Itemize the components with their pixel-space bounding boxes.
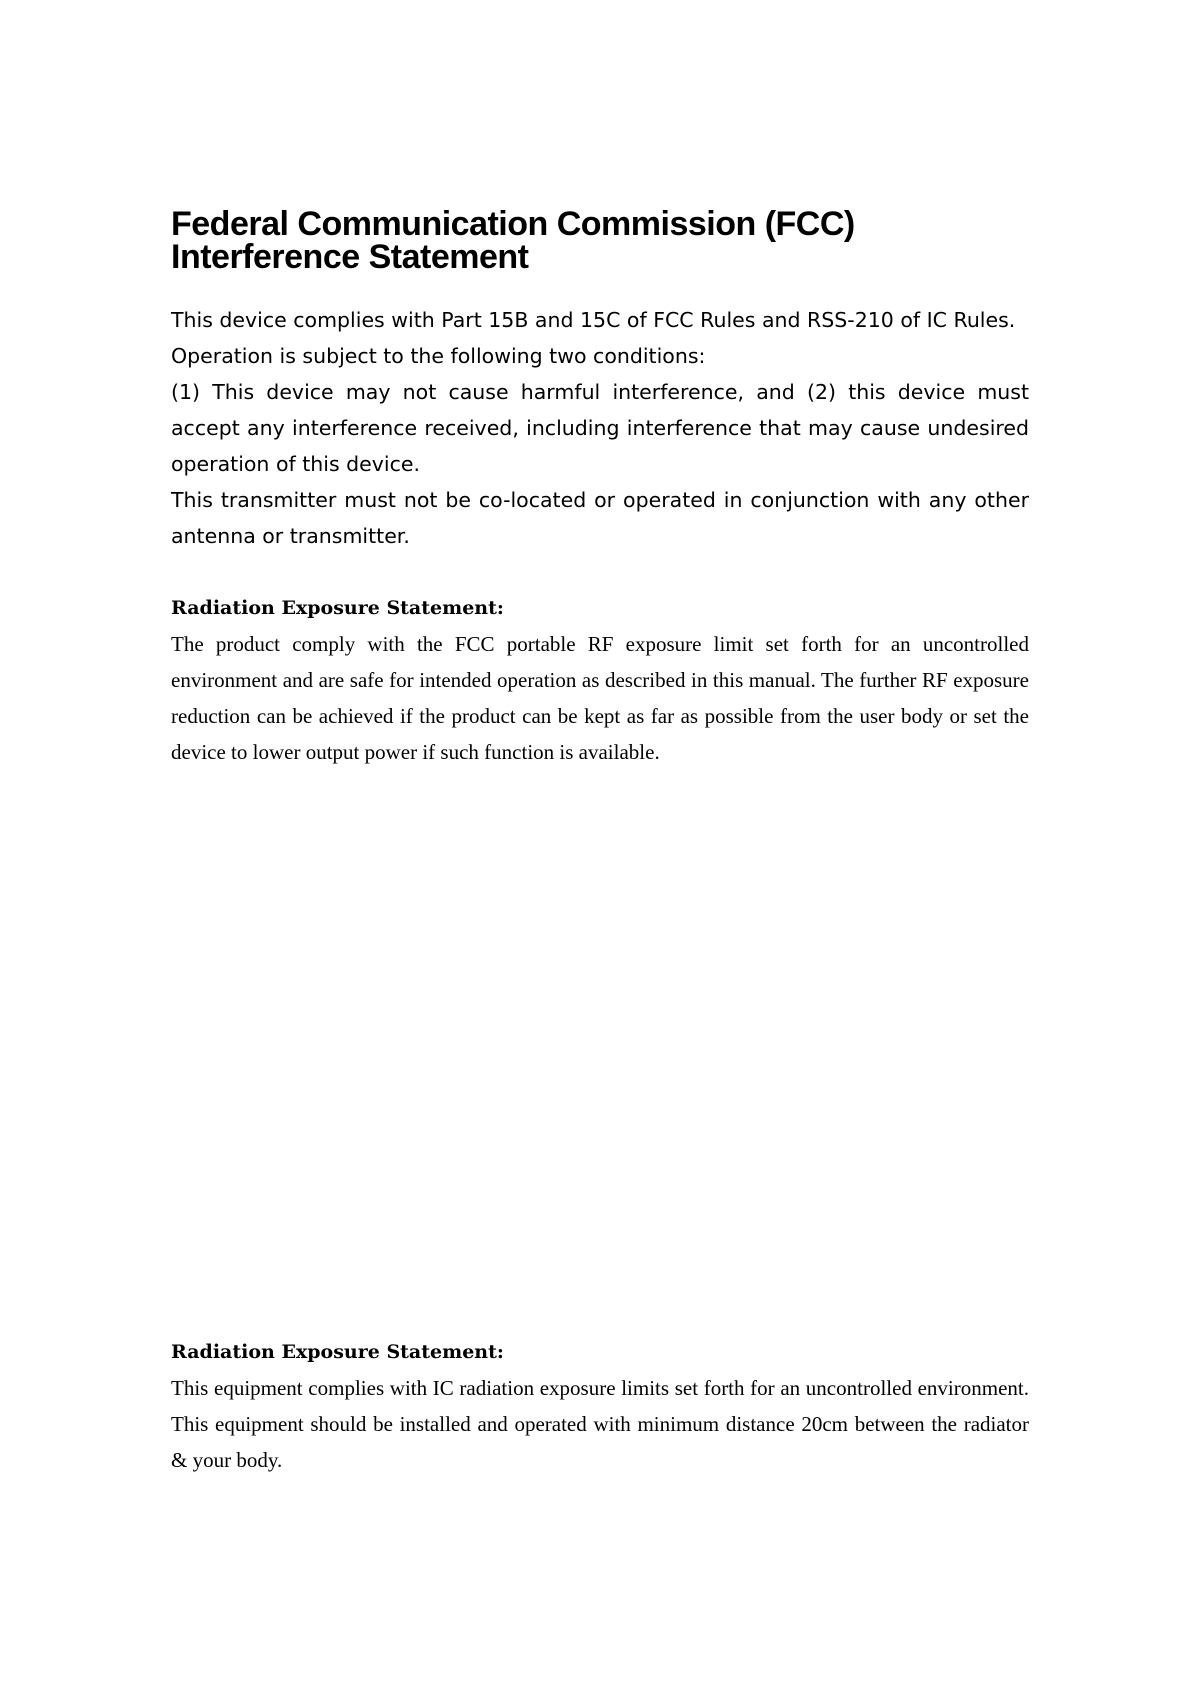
radiation-exposure-fcc-heading: Radiation Exposure Statement: (171, 597, 504, 619)
page-title-line-1: Federal Communication Commission (FCC) (171, 205, 855, 243)
radiation-exposure-fcc-body: The product comply with the FCC portable RF exposure limit set forth for an uncontrolled environment and are safe for intended operation as described in this manual. The further RF exposure reduction can be achieved if the product can be kept as far as possible from the user body or set the device to lower output power if such function is available. (171, 632, 1029, 764)
page-title (171, 205, 1029, 276)
radiation-exposure-ic-body: This equipment complies with IC radiation exposure limits set forth for an uncontrolled environment. This equipment should be installed and operated with minimum distance 20cm between the radiator & your body. (171, 1376, 1029, 1472)
fcc-paragraph-compliance: This device complies with Part 15B and 15C of FCC Rules and RSS-210 of IC Rules. (171, 308, 1016, 332)
fcc-paragraph-colocation: This transmitter must not be co-located or operated in conjunction with any other antenna or transmitter. (171, 488, 1029, 548)
page-title-line-2: Interference Statement (171, 238, 529, 276)
radiation-exposure-ic-heading: Radiation Exposure Statement: (171, 1341, 504, 1363)
radiation-exposure-fcc-section (171, 590, 1029, 770)
fcc-paragraph-interference: (1) This device may not cause harmful interference, and (2) this device must accept any interference received, including interference that may cause undesired operation of this device. (171, 380, 1029, 476)
radiation-exposure-ic-section (171, 1334, 1029, 1478)
fcc-paragraph-conditions: Operation is subject to the following two conditions: (171, 344, 706, 368)
fcc-statement (171, 302, 1029, 554)
